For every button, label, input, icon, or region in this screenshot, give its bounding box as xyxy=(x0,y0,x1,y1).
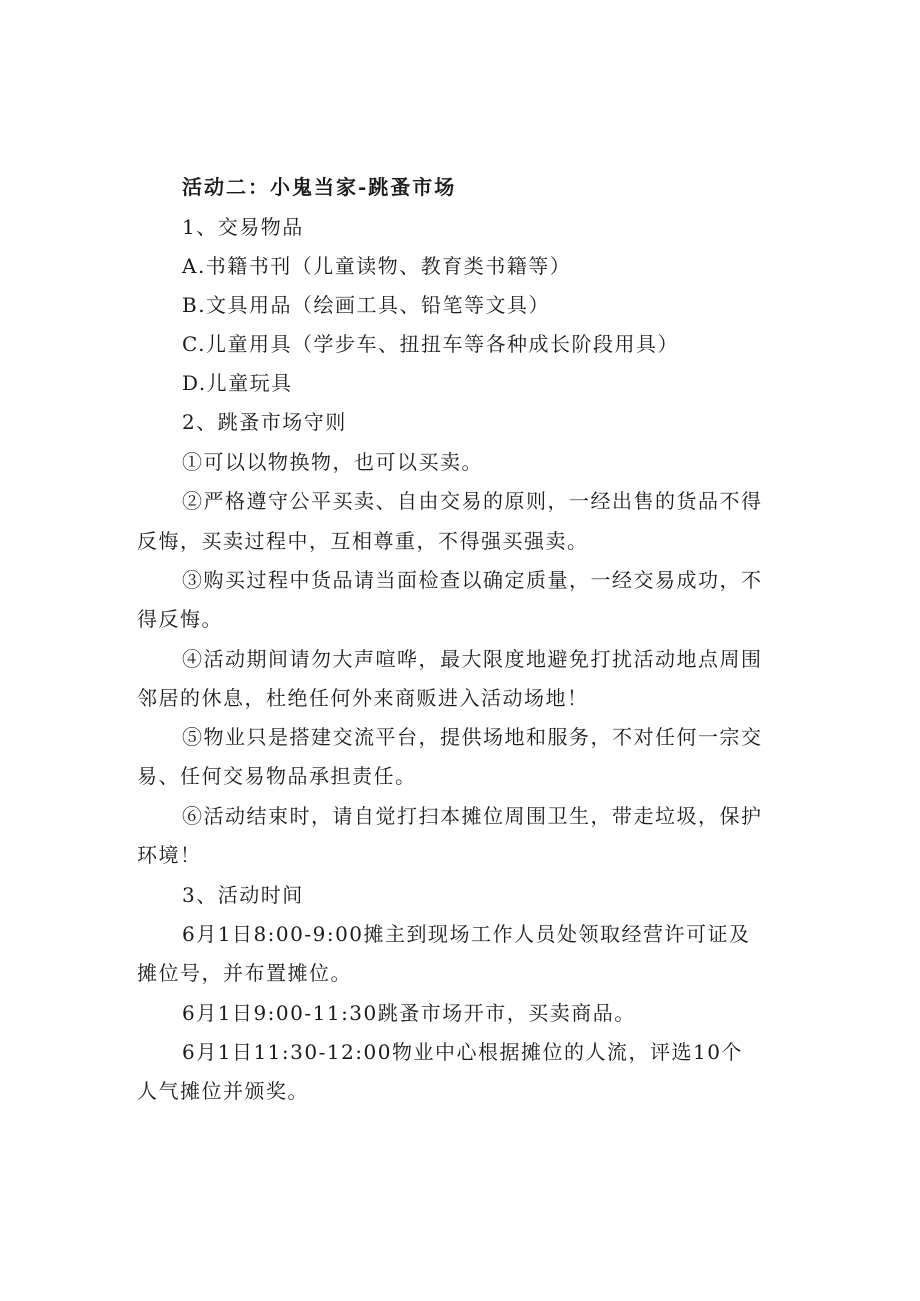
document-title: 活动二：小鬼当家-跳蚤市场 xyxy=(182,175,457,199)
section-heading: 3、活动时间 xyxy=(182,883,304,907)
rule-line: ⑥活动结束时，请自觉打扫本摊位周围卫生，带走垃圾，保护 xyxy=(182,804,763,828)
rule-line: 环境！ xyxy=(137,843,202,867)
list-item: D.儿童玩具 xyxy=(182,371,293,395)
schedule-line: 6月1日8:00-9:00摊主到现场工作人员处领取经营许可证及 xyxy=(182,922,751,946)
list-item: C.儿童用具（学步车、扭扭车等各种成长阶段用具） xyxy=(182,332,679,356)
rule-line: 易、任何交易物品承担责任。 xyxy=(137,764,417,788)
rule-line: 得反悔。 xyxy=(137,607,223,631)
rule-line: 邻居的休息，杜绝任何外来商贩进入活动场地！ xyxy=(137,686,589,710)
rule-line: ④活动期间请勿大声喧哗，最大限度地避免打扰活动地点周围 xyxy=(182,647,763,671)
schedule-line: 6月1日9:00-11:30跳蚤市场开市，买卖商品。 xyxy=(182,1001,636,1025)
schedule-line: 人气摊位并颁奖。 xyxy=(137,1079,309,1103)
rule-line: ⑤物业只是搭建交流平台，提供场地和服务，不对任何一宗交 xyxy=(182,725,763,749)
section-heading: 2、跳蚤市场守则 xyxy=(182,410,347,434)
section-heading: 1、交易物品 xyxy=(182,215,304,239)
schedule-line: 6月1日11:30-12:00物业中心根据摊位的人流，评选10个 xyxy=(182,1040,743,1064)
rule-line: ②严格遵守公平买卖、自由交易的原则，一经出售的货品不得 xyxy=(182,489,763,513)
list-item: A.书籍书刊（儿童读物、教育类书籍等） xyxy=(182,254,572,278)
schedule-line: 摊位号，并布置摊位。 xyxy=(137,961,352,985)
rule-line: 反悔，买卖过程中，互相尊重，不得强买强卖。 xyxy=(137,529,589,553)
list-item: B.文具用品（绘画工具、铅笔等文具） xyxy=(182,293,551,317)
rule-line: ①可以以物换物，也可以买卖。 xyxy=(182,450,483,474)
rule-line: ③购买过程中货品请当面检查以确定质量，一经交易成功，不 xyxy=(182,568,763,592)
